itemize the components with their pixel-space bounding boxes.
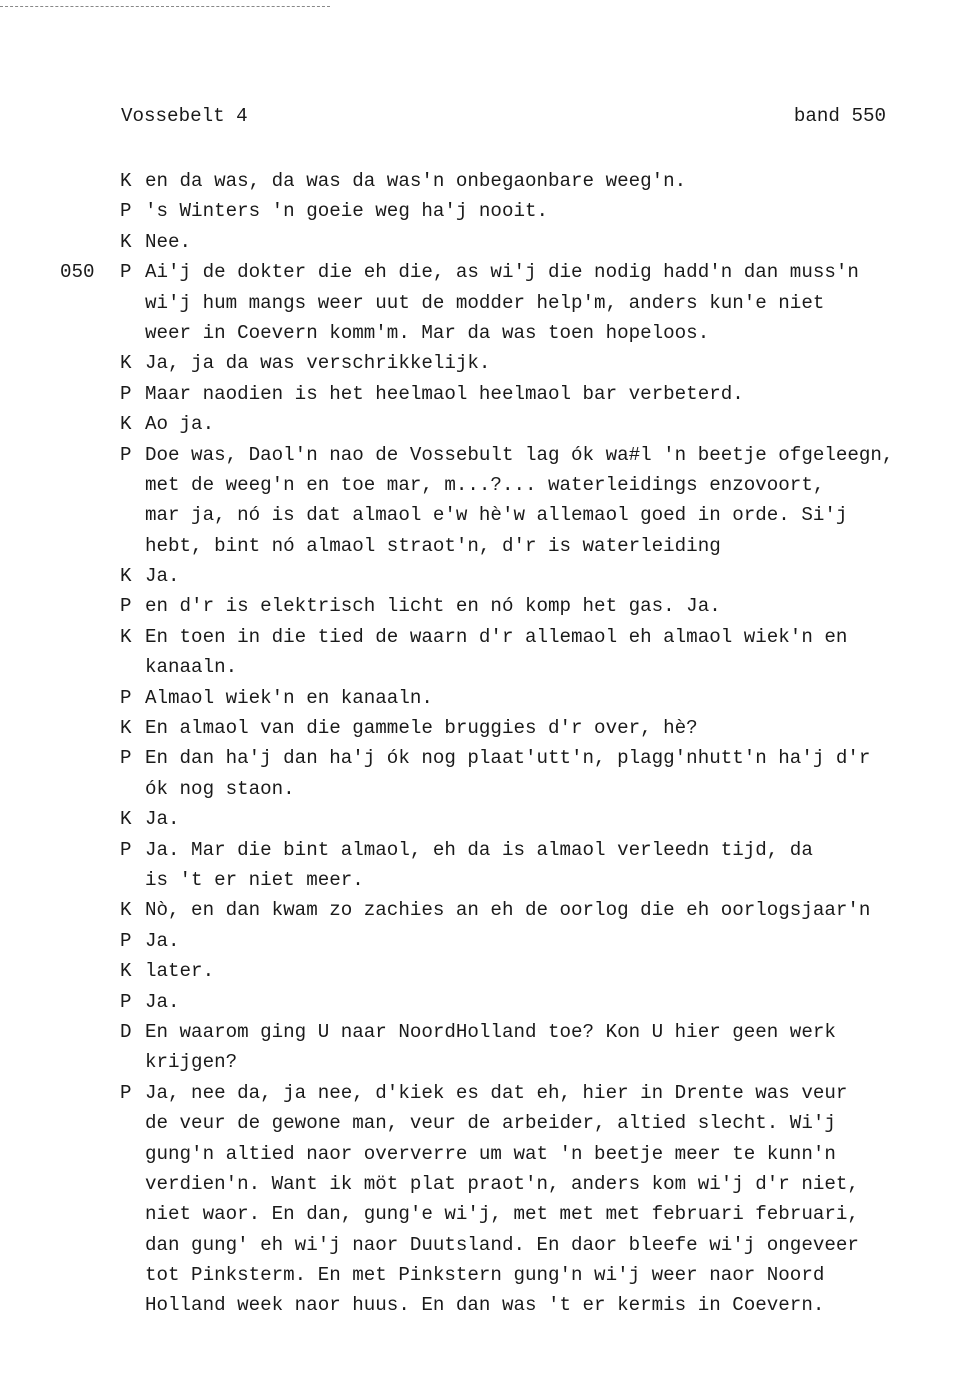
speaker-label: D (120, 1020, 132, 1043)
utterance-text: En waarom ging U naar NoordHolland toe? Kon U hier geen werk (145, 1020, 836, 1043)
utterance-text: tot Pinksterm. En met Pinkstern gung'n wi'j weer naor Noord (145, 1264, 825, 1287)
header-tape-number: band 550 (793, 105, 886, 127)
transcript-line (0, 713, 966, 743)
utterance-text: de veur de gewone man, veur de arbeider, altied slecht. Wi'j (145, 1112, 836, 1135)
utterance-text: en d'r is elektrisch licht en nó komp het gas. Ja. (145, 595, 721, 618)
utterance-text: en da was, da was da was'n onbegaonbare weeg'n. (145, 170, 687, 192)
utterance-text: Ai'j de dokter die eh die, as wi'j die nodig hadd'n dan muss'n (145, 261, 859, 284)
transcript-line (0, 1139, 966, 1169)
utterance-text: En toen in die tied de waarn d'r allemaol eh almaol wiek'n en (145, 625, 848, 648)
transcript-line (0, 440, 966, 470)
transcript-line (0, 683, 966, 713)
utterance-text: krijgen? (145, 1051, 238, 1074)
transcript-line (0, 774, 966, 804)
transcript-line (0, 1230, 966, 1260)
transcript-line (0, 835, 966, 865)
utterance-text: later. (145, 960, 215, 983)
transcript-line (0, 1169, 966, 1199)
transcript-line (0, 227, 966, 257)
utterance-text: Nee. (145, 230, 192, 253)
utterance-text: Ja, nee da, ja nee, d'kiek es dat eh, hier in Drente was veur (145, 1081, 848, 1104)
speaker-label: K (120, 899, 132, 922)
speaker-label: P (120, 686, 132, 709)
transcript-line (0, 257, 966, 287)
transcript-line (0, 895, 966, 925)
transcript-line (0, 622, 966, 652)
utterance-text: met de weeg'n en toe mar, m...?... waterleidings enzovoort, (145, 473, 825, 496)
speaker-label: P (120, 929, 132, 952)
utterance-text: Doe was, Daol'n nao de Vossebult lag ók wa#l 'n beetje ofgeleegn, (145, 443, 894, 466)
speaker-label: K (120, 352, 132, 375)
utterance-text: niet waor. En dan, gung'e wi'j, met met met februari februari, (145, 1203, 859, 1226)
transcript-line (0, 652, 966, 682)
transcript-line (0, 470, 966, 500)
speaker-label: K (120, 717, 132, 740)
speaker-label: K (120, 230, 132, 253)
speaker-label: K (120, 960, 132, 983)
speaker-label: P (120, 443, 132, 466)
speaker-label: K (120, 413, 132, 436)
speaker-label: K (120, 170, 132, 192)
transcript-line (0, 1047, 966, 1077)
transcript-line (0, 288, 966, 318)
transcript-line (0, 591, 966, 621)
transcript-line (0, 743, 966, 773)
transcript-line (0, 318, 966, 348)
speaker-label: P (120, 200, 132, 223)
transcript-line (0, 1199, 966, 1229)
utterance-text: ók nog staon. (145, 777, 295, 800)
utterance-text: Ja. (145, 929, 180, 952)
utterance-text: kanaaln. (145, 656, 238, 679)
page-top-mark (0, 6, 330, 8)
transcript-line (0, 926, 966, 956)
transcript-line (0, 804, 966, 834)
speaker-label: P (120, 261, 132, 284)
utterance-text: verdien'n. Want ik möt plat praot'n, anders kom wi'j d'r niet, (145, 1172, 859, 1195)
transcript-line (0, 865, 966, 895)
line-counter: 050 (60, 261, 95, 284)
utterance-text: hebt, bint nó almaol straot'n, d'r is waterleiding (145, 534, 721, 557)
utterance-text: Ja. (145, 990, 180, 1013)
speaker-label: K (120, 625, 132, 648)
utterance-text: Maar naodien is het heelmaol heelmaol bar verbeterd. (145, 382, 744, 405)
utterance-text: gung'n altied naor oververre um wat 'n beetje meer te kunn'n (145, 1142, 836, 1165)
transcript-line (0, 956, 966, 986)
transcript-body (0, 166, 966, 1321)
transcript-line (0, 1260, 966, 1290)
speaker-label: P (120, 838, 132, 861)
utterance-text: is 't er niet meer. (145, 868, 364, 891)
speaker-label: P (120, 747, 132, 770)
utterance-text: Almaol wiek'n en kanaaln. (145, 686, 433, 709)
utterance-text: Ao ja. (145, 413, 215, 436)
speaker-label: P (120, 595, 132, 618)
utterance-text: Holland week naor huus. En dan was 't er kermis in Coevern. (145, 1294, 825, 1317)
utterance-text: Ja. Mar die bint almaol, eh da is almaol verleedn tijd, da (145, 838, 813, 861)
utterance-text: weer in Coevern komm'm. Mar da was toen hopeloos. (145, 321, 710, 344)
utterance-text: En almaol van die gammele bruggies d'r over, hè? (145, 717, 698, 740)
speaker-label: K (120, 565, 132, 588)
speaker-label: P (120, 990, 132, 1013)
utterance-text: Ja, ja da was verschrikkelijk. (145, 352, 491, 375)
utterance-text: dan gung' eh wi'j naor Duutsland. En daor bleefe wi'j ongeveer (145, 1233, 859, 1256)
transcript-line (0, 409, 966, 439)
header-title: Vossebelt 4 (121, 105, 248, 127)
utterance-text: En dan ha'j dan ha'j ók nog plaat'utt'n, plagg'nhutt'n ha'j d'r (145, 747, 871, 770)
utterance-text: mar ja, nó is dat almaol e'w hè'w allemaol goed in orde. Si'j (145, 504, 848, 527)
page-header (121, 105, 886, 131)
transcript-line (0, 196, 966, 226)
utterance-text: Ja. (145, 565, 180, 588)
transcript-line (0, 561, 966, 591)
transcript-line (0, 1078, 966, 1108)
transcript-line (0, 379, 966, 409)
utterance-text: Ja. (145, 808, 180, 831)
transcript-line (0, 348, 966, 378)
speaker-label: K (120, 808, 132, 831)
speaker-label: P (120, 382, 132, 405)
transcript-line (0, 166, 966, 196)
transcript-line (0, 500, 966, 530)
transcript-line (0, 1290, 966, 1320)
speaker-label: P (120, 1081, 132, 1104)
utterance-text: Nò, en dan kwam zo zachies an eh de oorlog die eh oorlogsjaar'n (145, 899, 871, 922)
utterance-text: 's Winters 'n goeie weg ha'j nooit. (145, 200, 549, 223)
transcript-line (0, 1108, 966, 1138)
transcript-line (0, 531, 966, 561)
transcript-line (0, 1017, 966, 1047)
utterance-text: wi'j hum mangs weer uut de modder help'm, anders kun'e niet (145, 291, 825, 314)
transcript-line (0, 987, 966, 1017)
